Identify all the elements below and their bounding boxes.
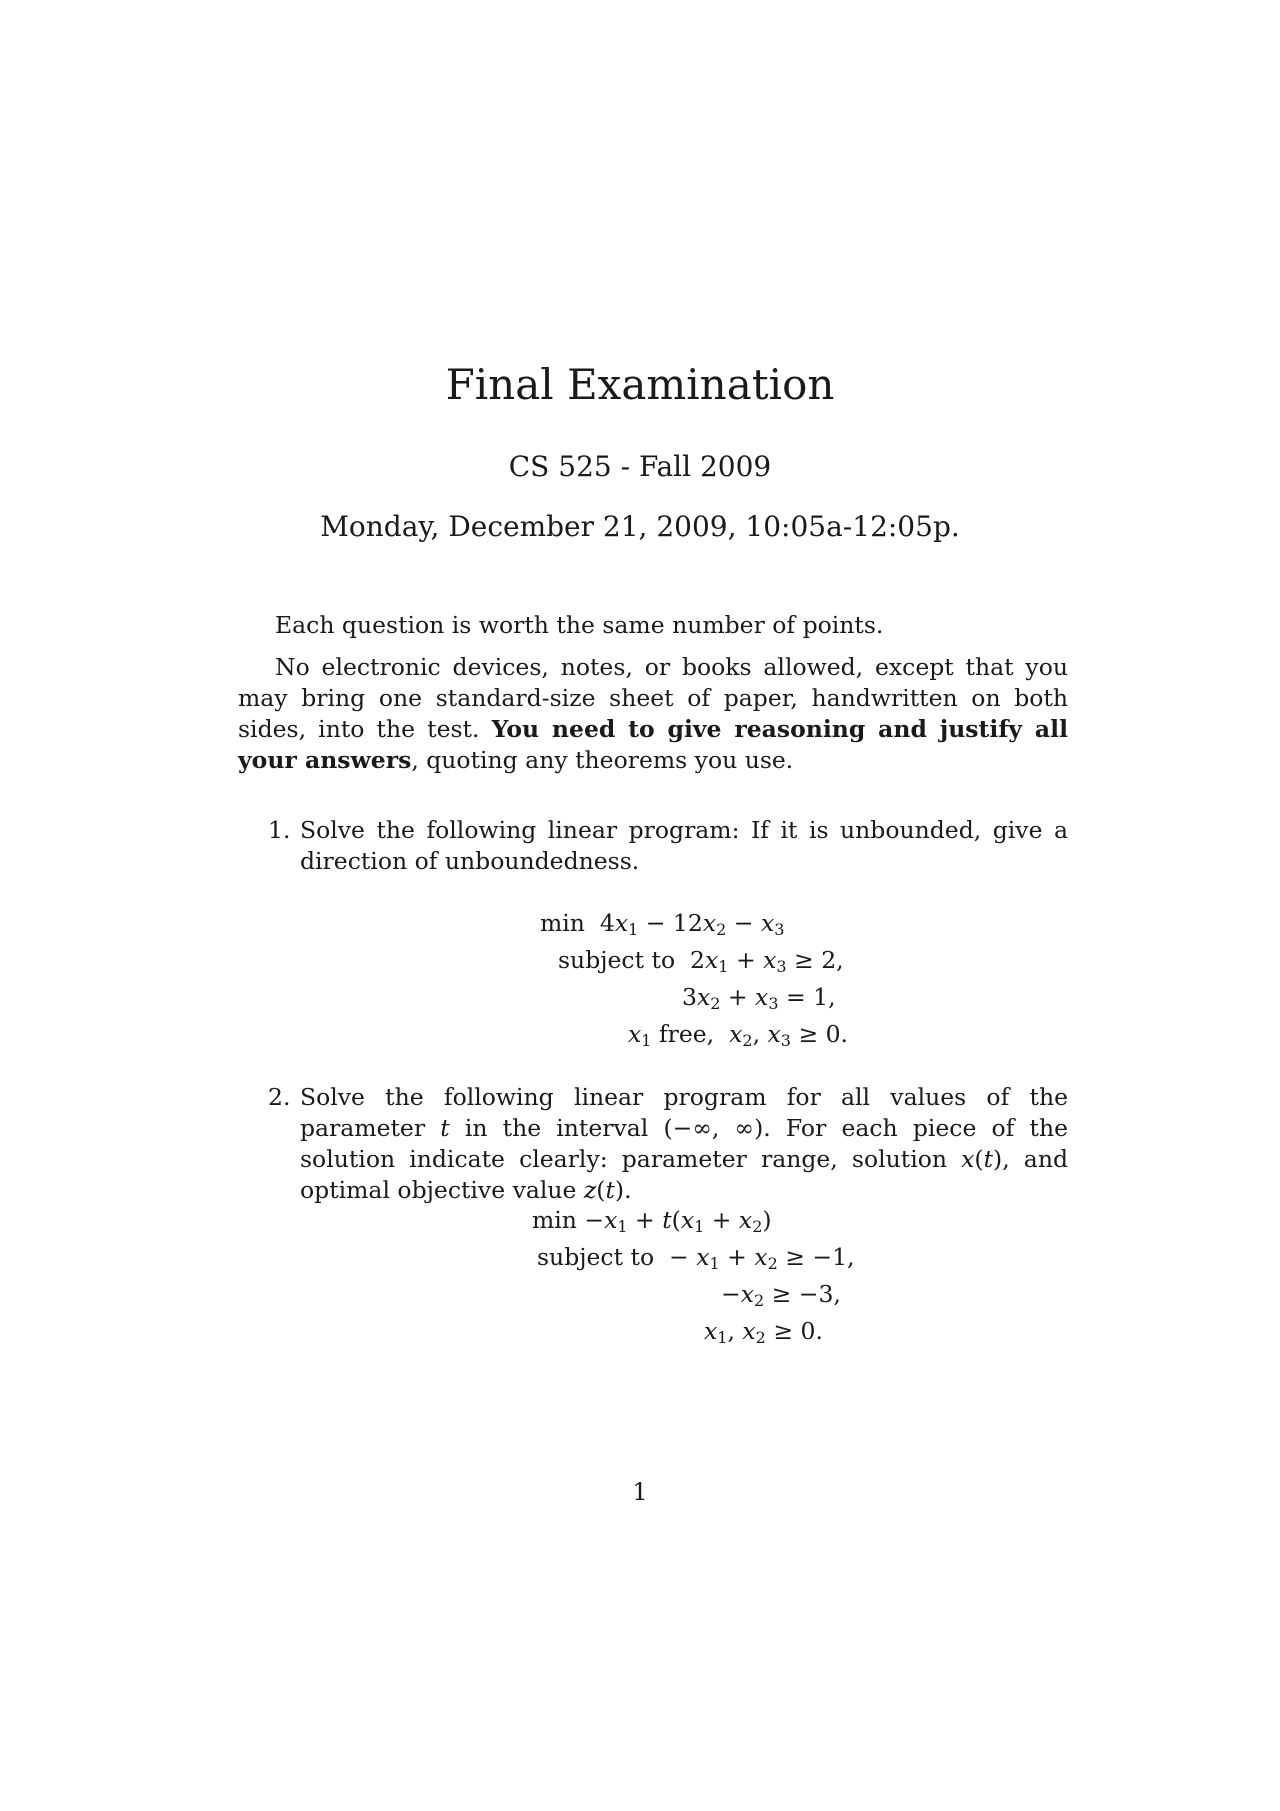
- rules-text-start: No electronic devices, notes, or books allowed, except that you may bring one standard-size sheet of paper, handwritten on both sides, into the test.: [238, 653, 1068, 743]
- page-number: 1: [632, 1478, 648, 1506]
- instruction-points: Each question is worth the same number of points.: [275, 611, 884, 639]
- question-text-part: .: [624, 1176, 632, 1204]
- question-text: Solve the following linear program: If it is unbounded, give a direction of unboundedness.: [300, 816, 1068, 875]
- question-text: Solve the following linear program for all values of the parameter t in the interval (−∞, ∞). For each piece of the solution indicate clearly: parameter range, solution x(t), and optimal objective value z(t).: [300, 1083, 1068, 1204]
- subject-to-keyword: subject to: [537, 1243, 655, 1271]
- lp2-sign-constraints: $x_1$, $x_2 \ge 0$.: [704, 1317, 823, 1347]
- subject-to-keyword: subject to: [558, 946, 676, 974]
- lp2-constraint-1: subject to − $x_1 + x_2 \ge -1$,: [537, 1243, 855, 1273]
- question-1: [238, 815, 1068, 877]
- question-number: 2.: [268, 1083, 291, 1111]
- rules-text-bold: You need to give reasoning and justify all your answers: [238, 715, 1068, 774]
- rules-text-end: , quoting any theorems you use.: [411, 746, 794, 774]
- lp2-constraint-2: $-x_2 \ge -3$,: [721, 1280, 841, 1310]
- question-number: 1.: [268, 816, 291, 844]
- course-name: CS 525 - Fall 2009: [508, 450, 772, 483]
- lp1-objective: $\min 4x_1 - 12x_2 - x_3$: [540, 909, 785, 939]
- exam-date: Monday, December 21, 2009, 10:05a-12:05p.: [320, 510, 960, 543]
- lp1-sign-constraints: $x_1$ free, $x_2$, $x_3 \ge 0$.: [628, 1020, 849, 1050]
- min-keyword: min: [540, 909, 585, 937]
- free-keyword: free,: [658, 1020, 715, 1048]
- question-text-part: , and optimal objective value: [300, 1145, 1068, 1204]
- question-text-part: in the interval (−∞, ∞). For each piece of the solution indicate clearly: parameter range, solution: [300, 1114, 1068, 1173]
- lp1-constraint-2: $3x_2 + x_3 = 1$,: [682, 983, 836, 1013]
- question-text-part: Solve the following linear program for all values of the parameter: [300, 1083, 1068, 1142]
- lp2-objective: $\min -x_1 + t(x_1 + x_2)$: [532, 1206, 772, 1236]
- lp1-constraint-1: subject to $2x_1 + x_3 \ge 2$,: [558, 946, 844, 976]
- instruction-rules: [238, 652, 1068, 776]
- exam-title: Final Examination: [445, 360, 835, 409]
- min-keyword: min: [532, 1206, 577, 1234]
- question-2: [238, 1082, 1068, 1206]
